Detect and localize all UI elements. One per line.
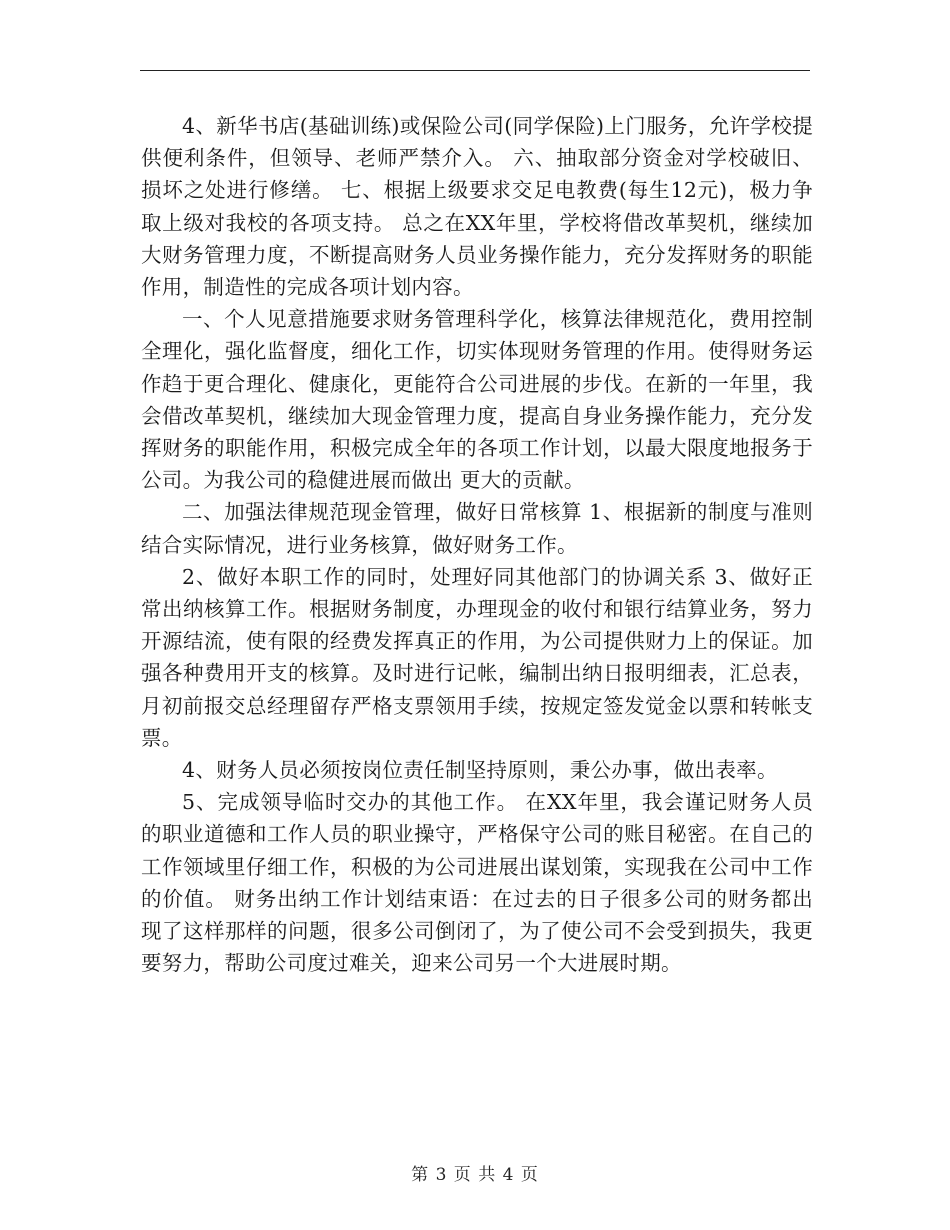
paragraph: 4、财务人员必须按岗位责任制坚持原则，秉公办事，做出表率。 [182, 758, 778, 783]
paragraph: 一、个人见意措施要求财务管理科学化，核算法律规范化，费用控制全理化，强化监督度，细化工作，切实体现财务管理的作用。使得财务运作趋于更合理化、健康化，更能符合公司进展的步伐。在新的一年里，我会借改革契机，继续加大现金管理力度，提高自身业务操作能力，充分发挥财务的职能作用，积极完成全年的各项工作计划，以最大限度地报务于公司。为我公司的稳健进展而做出 更大的贡献。 [141, 307, 813, 493]
page-footer [0, 1160, 950, 1185]
paragraph: 5、完成领导临时交办的其他工作。 在XX年里，我会谨记财务人员的职业道德和工作人员的职业操守，严格保守公司的账目秘密。在自己的工作领域里仔细工作，积极的为公司进展出谋划策，实现我在公司中工作的价值。 财务出纳工作计划结束语：在过去的日子很多公司的财务都出现了这样那样的问题，很多公司倒闭了，为了使公司不会受到损失，我更要努力，帮助公司度过难关，迎来公司另一个大进展时期。 [141, 790, 813, 976]
paragraph: 二、加强法律规范现金管理，做好日常核算 1、根据新的制度与准则结合实际情况，进行业务核算，做好财务工作。 [141, 500, 813, 557]
paragraph: 4、新华书店(基础训练)或保险公司(同学保险)上门服务，允许学校提供便利条件，但领导、老师严禁介入。 六、抽取部分资金对学校破旧、损坏之处进行修缮。 七、根据上级要求交足电教费(每生12元)，极力争取上级对我校的各项支持。 总之在XX年里，学校将借改革契机，继续加大财务管理力度，不断提高财务人员业务操作能力，充分发挥财务的职能作用，制造性的完成各项计划内容。 [141, 114, 813, 300]
paragraph: 2、做好本职工作的同时，处理好同其他部门的协调关系 3、做好正常出纳核算工作。根据财务制度，办理现金的收付和银行结算业务，努力开源结流，使有限的经费发挥真正的作用，为公司提供财力上的保证。加强各种费用开支的核算。及时进行记帐，编制出纳日报明细表，汇总表，月初前报交总经理留存严格支票领用手续，按规定签发觉金以票和转帐支票。 [141, 564, 813, 750]
document-body [141, 110, 813, 979]
page-number: 第 3 页 共 4 页 [411, 1165, 539, 1185]
header-rule [140, 70, 810, 71]
